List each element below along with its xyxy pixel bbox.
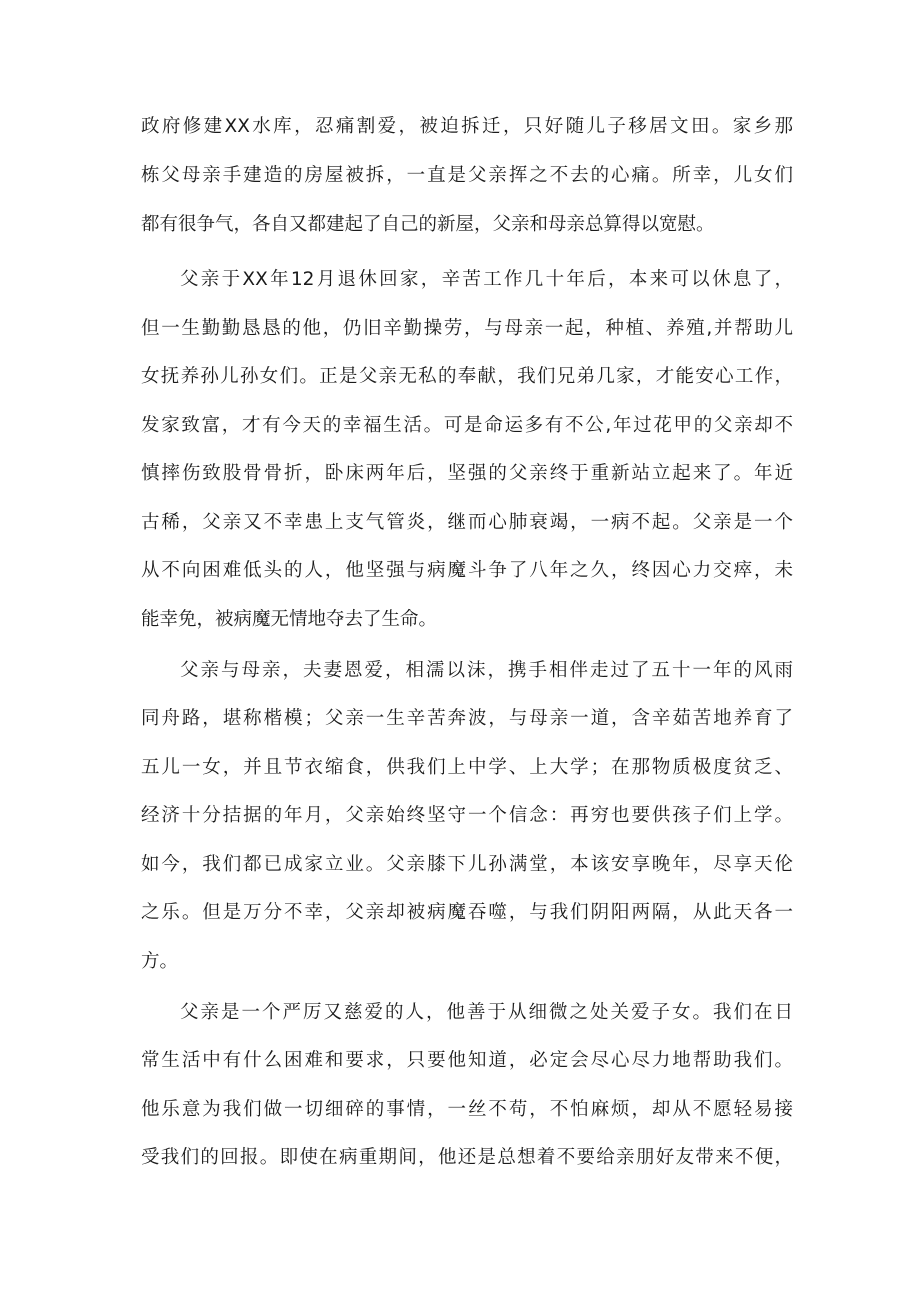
text-line: 都有很争气，各自又都建起了自己的新屋，父亲和母亲总算得以宽慰。 (141, 214, 715, 235)
text-line: 受我们的回报。即使在病重期间，他还是总想着不要给亲朋好友带来不便， (141, 1147, 793, 1168)
text-line: 经济十分拮据的年月，父亲始终坚守一个信念：再穷也要供孩子们上学。 (141, 805, 793, 826)
text-line: 古稀，父亲又不幸患上支气管炎，继而心肺衰竭，一病不起。父亲是一个 (141, 512, 793, 533)
text-line: 发家致富，才有今天的幸福生活。可是命运多有不公,年过花甲的父亲却不 (141, 415, 793, 436)
text-line: 女抚养孙儿孙女们。正是父亲无私的奉献，我们兄弟几家，才能安心工作， (141, 366, 793, 387)
text-line: 五儿一女，并且节衣缩食，供我们上中学、上大学；在那物质极度贫乏、 (141, 757, 793, 778)
text-line: 常生活中有什么困难和要求，只要他知道，必定会尽心尽力地帮助我们。 (141, 1050, 793, 1071)
text-line: 父亲是一个严厉又慈爱的人，他善于从细微之处关爱子女。我们在日 (180, 1002, 793, 1023)
text-line: 政府修建XX水库，忍痛割爱，被迫拆迁，只好随儿子移居文田。家乡那 (141, 116, 793, 137)
text-line: 从不向困难低头的人，他坚强与病魔斗争了八年之久，终因心力交瘁，未 (141, 560, 793, 581)
text-line: 栋父母亲手建造的房屋被拆，一直是父亲挥之不去的心痛。所幸，儿女们 (141, 165, 793, 186)
text-line: 同舟路，堪称楷模；父亲一生辛苦奔波，与母亲一道，含辛茹苦地养育了 (141, 708, 793, 729)
text-line: 慎摔伤致股骨骨折，卧床两年后，坚强的父亲终于重新站立起来了。年近 (141, 463, 793, 484)
text-line: 但一生勤勤恳恳的他，仍旧辛勤操劳，与母亲一起，种植、养殖,并帮助儿 (141, 318, 793, 339)
text-line: 如今，我们都已成家立业。父亲膝下儿孙满堂，本该安享晚年，尽享天伦 (141, 854, 793, 875)
text-line: 父亲与母亲，夫妻恩爱，相濡以沫，携手相伴走过了五十一年的风雨 (180, 660, 793, 681)
text-line: 他乐意为我们做一切细碎的事情，一丝不苟，不怕麻烦，却从不愿轻易接 (141, 1099, 793, 1120)
text-line: 之乐。但是万分不幸，父亲却被病魔吞噬，与我们阴阳两隔，从此天各一 (141, 902, 793, 923)
text-line: 方。 (141, 951, 179, 972)
text-line: 能幸免，被病魔无情地夺去了生命。 (141, 609, 438, 630)
text-line: 父亲于XX年12月退休回家，辛苦工作几十年后，本来可以休息了， (180, 269, 793, 290)
